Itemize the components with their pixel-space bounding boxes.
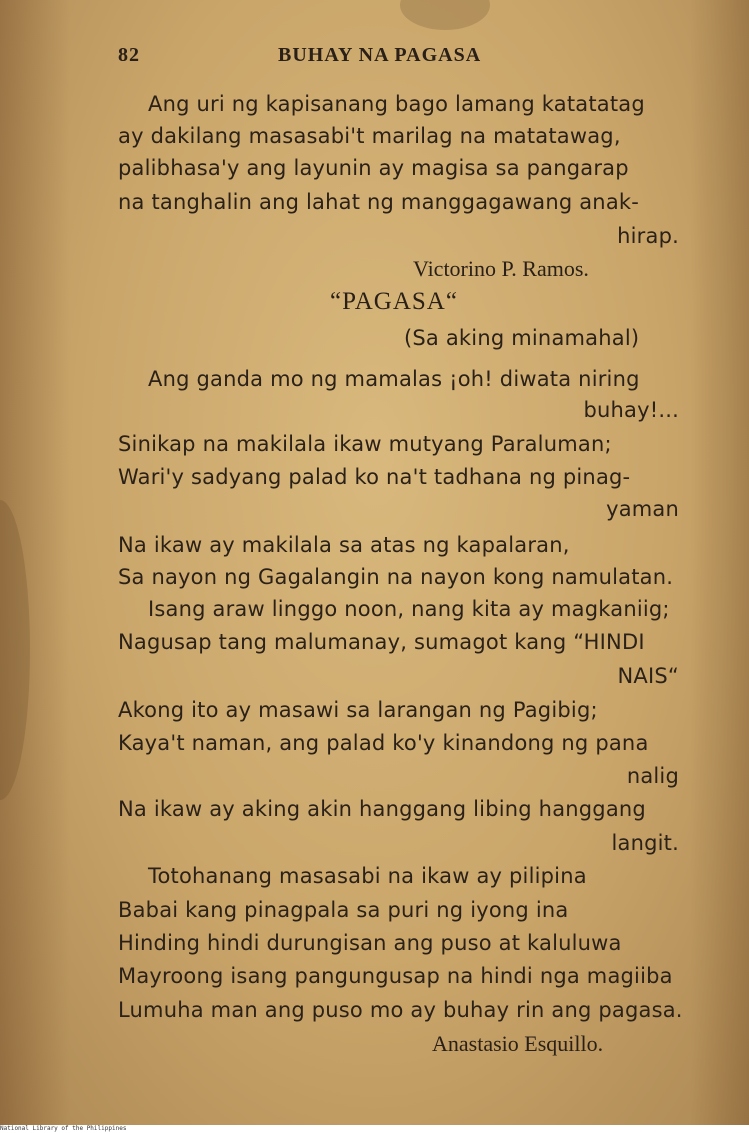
poem-line-continuation: NAIS“ — [617, 664, 679, 688]
poem-line: Isang araw linggo noon, nang kita ay magkaniig; — [148, 597, 670, 621]
poem-line: Kaya't naman, ang palad ko'y kinandong ng pana — [118, 731, 649, 755]
poem-line: Wari'y sadyang palad ko na't tadhana ng pinag- — [118, 465, 631, 489]
poem-line: Hinding hindi durungisan ang puso at kaluluwa — [118, 931, 622, 955]
poem-line-continuation: nalig — [626, 764, 679, 788]
poem-line: Babai kang pinagpala sa puri ng iyong ina — [118, 898, 569, 922]
poem-line: Nagusap tang malumanay, sumagot kang “HINDI — [118, 630, 645, 654]
poem-line: Sa nayon ng Gagalangin na nayon kong namulatan. — [118, 565, 674, 589]
stain — [0, 500, 30, 800]
poem-line: Na ikaw ay aking akin hanggang libing hanggang — [118, 797, 646, 821]
poem-line-continuation: buhay!... — [583, 398, 679, 422]
poem-line: Ang ganda mo ng mamalas ¡oh! diwata niring — [148, 367, 640, 391]
poem-line: palibhasa'y ang layunin ay magisa sa pangarap — [118, 156, 629, 180]
poem-line-continuation: yaman — [606, 497, 679, 521]
page-number: 82 — [118, 44, 140, 66]
poem-line: Totohanang masasabi na ikaw ay pilipina — [148, 864, 587, 888]
poem-line-continuation: langit. — [611, 831, 679, 855]
poem-line: Ang uri ng kapisanang bago lamang katatatag — [148, 92, 645, 116]
poem-line: Na ikaw ay makilala sa atas ng kapalaran, — [118, 533, 570, 557]
poem-line: Akong ito ay masawi sa larangan ng Pagibig; — [118, 698, 598, 722]
author-signature: Victorino P. Ramos. — [413, 256, 589, 281]
page-header — [118, 44, 638, 74]
poem-line: Lumuha man ang puso mo ay buhay rin ang pagasa. — [118, 998, 683, 1022]
poem-title: “PAGASA“ — [330, 288, 458, 315]
poem-line: ay dakilang masasabi't marilag na matatawag, — [118, 124, 621, 148]
poem-line: Mayroong isang pangungusap na hindi nga magiiba — [118, 964, 673, 988]
stain — [400, 0, 490, 30]
poem-line: Sinikap na makilala ikaw mutyang Paraluman; — [118, 432, 612, 456]
author-signature: Anastasio Esquillo. — [432, 1031, 604, 1056]
poem-dedication: (Sa aking minamahal) — [404, 326, 640, 350]
running-head: BUHAY NA PAGASA — [278, 44, 482, 66]
poem-line-continuation: hirap. — [617, 224, 679, 248]
poem-line: na tanghalin ang lahat ng manggagawang anak- — [118, 190, 640, 214]
footer-credit: National Library of the Philippines — [0, 1125, 749, 1133]
